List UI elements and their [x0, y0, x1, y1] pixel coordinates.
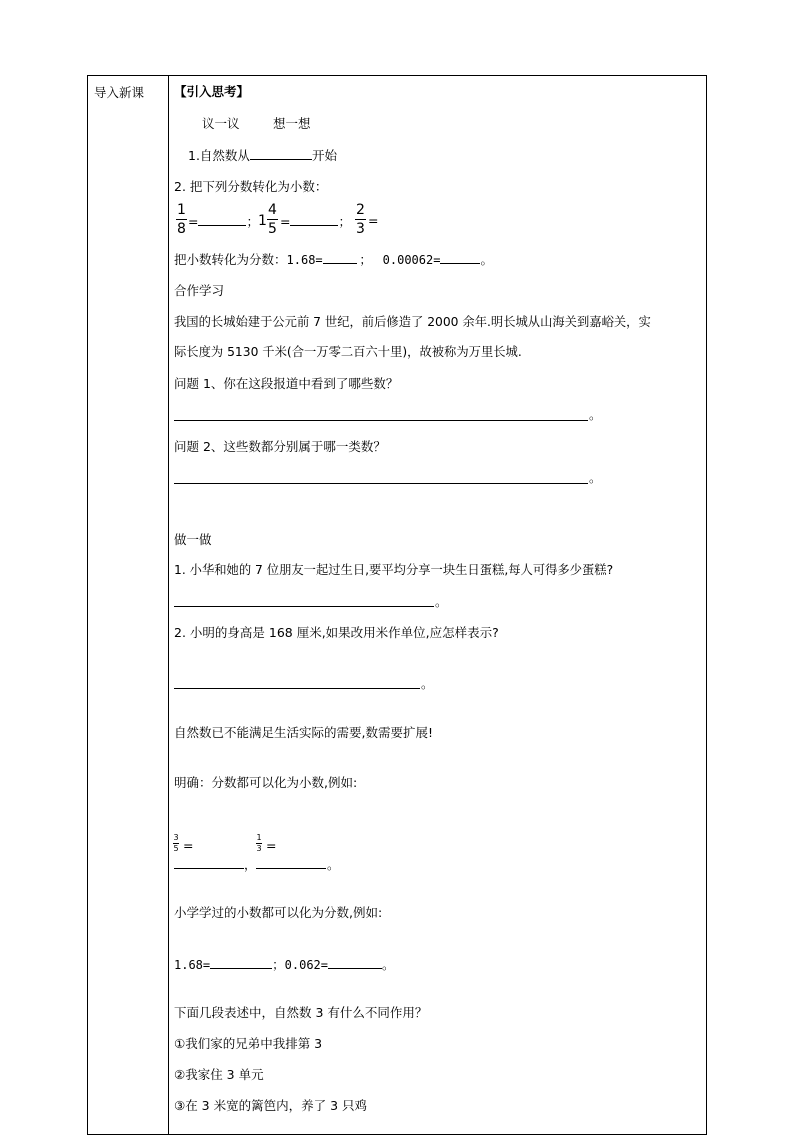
decimal-1: 1.68=: [286, 253, 323, 267]
decimals-text: 小学学过的小数都可以化为分数,例如:: [174, 905, 383, 920]
period: 。: [327, 857, 340, 872]
column-divider: [168, 76, 169, 1134]
cooperative-title: 合作学习: [174, 283, 225, 298]
period: 。: [435, 594, 448, 609]
use-item-3: ③在 3 米宽的篱笆内，养了 3 只鸡: [174, 1098, 368, 1113]
decimal-to-fraction: [174, 251, 493, 268]
think-label: 想一想: [273, 116, 311, 131]
separator: ；: [338, 214, 351, 229]
answer-line[interactable]: [174, 606, 434, 607]
question-problem-1: 问题 1、你在这段报道中看到了哪些数？: [174, 376, 399, 391]
mixed-whole: 1: [258, 213, 267, 229]
discuss-label: 议一议: [202, 116, 240, 131]
answer-line[interactable]: [174, 688, 420, 689]
answer-blank[interactable]: [198, 213, 246, 226]
use-item-2: ②我家住 3 单元: [174, 1067, 264, 1082]
answer-line[interactable]: [256, 868, 326, 869]
use-item-1: ①我们家的兄弟中我排第 3: [174, 1036, 323, 1051]
comma: ，: [244, 857, 257, 872]
question-2: 2. 把下列分数转化为小数：: [174, 179, 328, 194]
decimals-examples: [174, 956, 395, 973]
answer-line[interactable]: [174, 420, 588, 421]
uses-question: 下面几段表述中，自然数 3 有什么不同作用？: [174, 1005, 428, 1020]
numerator: 1: [177, 202, 186, 218]
fraction: [267, 202, 278, 237]
expansion-note: 自然数已不能满足生活实际的需要,数需要扩展!: [174, 725, 433, 740]
decimal-2: 0.00062=: [382, 253, 441, 267]
period: 。: [382, 957, 395, 972]
period: 。: [480, 252, 493, 267]
period: 。: [421, 676, 434, 691]
fraction: [173, 833, 179, 853]
denominator: 3: [256, 844, 262, 853]
passage-line-1: 我国的长城始建于公元前 7 世纪，前后修造了 2000 余年.明长城从山海关到嘉峪关，实: [174, 315, 651, 329]
practice-item-1: 1. 小华和她的 7 位朋友一起过生日,要平均分享一块生日蛋糕,每人可得多少蛋糕?: [174, 563, 614, 577]
denominator: 5: [268, 221, 277, 237]
denominator: 8: [177, 221, 186, 237]
question-problem-2: 问题 2、这些数都分别属于哪一类数？: [174, 439, 386, 454]
answer-blank[interactable]: [328, 956, 382, 969]
question-1-prefix: 1.自然数从: [188, 148, 250, 163]
separator: ；: [272, 957, 285, 972]
clarify-text: 明确：分数都可以化为小数,例如:: [174, 775, 358, 790]
fraction-bar: [355, 219, 366, 220]
denominator: 3: [356, 221, 365, 237]
question-1: [188, 147, 337, 164]
separator: ；: [359, 252, 372, 267]
practice-item-2: 2. 小明的身高是 168 厘米,如果改用米作单位,应怎样表示?: [174, 625, 499, 640]
equals: =: [266, 838, 277, 853]
equals: =: [368, 213, 379, 228]
decimal-1: 1.68=: [174, 958, 211, 972]
practice-title: 做一做: [174, 532, 212, 547]
equals: =: [183, 838, 194, 853]
numerator: 3: [173, 833, 179, 842]
denominator: 5: [173, 844, 179, 853]
question-1-suffix: 开始: [311, 148, 337, 163]
fraction: [176, 202, 187, 237]
fraction: [256, 833, 262, 853]
decimal-2: 0.062=: [284, 958, 328, 972]
numerator: 2: [356, 202, 365, 218]
answer-blank[interactable]: [440, 251, 480, 264]
answer-blank[interactable]: [210, 956, 272, 969]
fraction-answer: [188, 213, 259, 230]
fraction-bar: [176, 219, 187, 220]
intro-heading: 【引入思考】: [174, 84, 250, 99]
period: 。: [589, 470, 602, 485]
period: 。: [589, 407, 602, 422]
numerator: 4: [268, 202, 277, 218]
equals: =: [280, 214, 291, 229]
answer-blank[interactable]: [323, 251, 357, 264]
answer-line[interactable]: [174, 868, 244, 869]
decimal-to-fraction-label: 把小数转化为分数：: [174, 252, 287, 267]
answer-line[interactable]: [174, 483, 588, 484]
fraction-bar: [267, 219, 278, 220]
answer-blank[interactable]: [290, 213, 338, 226]
answer-blank[interactable]: [250, 147, 312, 160]
equals: =: [188, 214, 199, 229]
row-label: 导入新课: [94, 85, 145, 100]
fraction: [355, 202, 366, 237]
separator: ；: [246, 214, 259, 229]
fraction-answer: [280, 213, 351, 230]
numerator: 1: [256, 833, 262, 842]
passage-line-2: 际长度为 5130 千米(合一万零二百六十里)，故被称为万里长城.: [174, 345, 522, 359]
